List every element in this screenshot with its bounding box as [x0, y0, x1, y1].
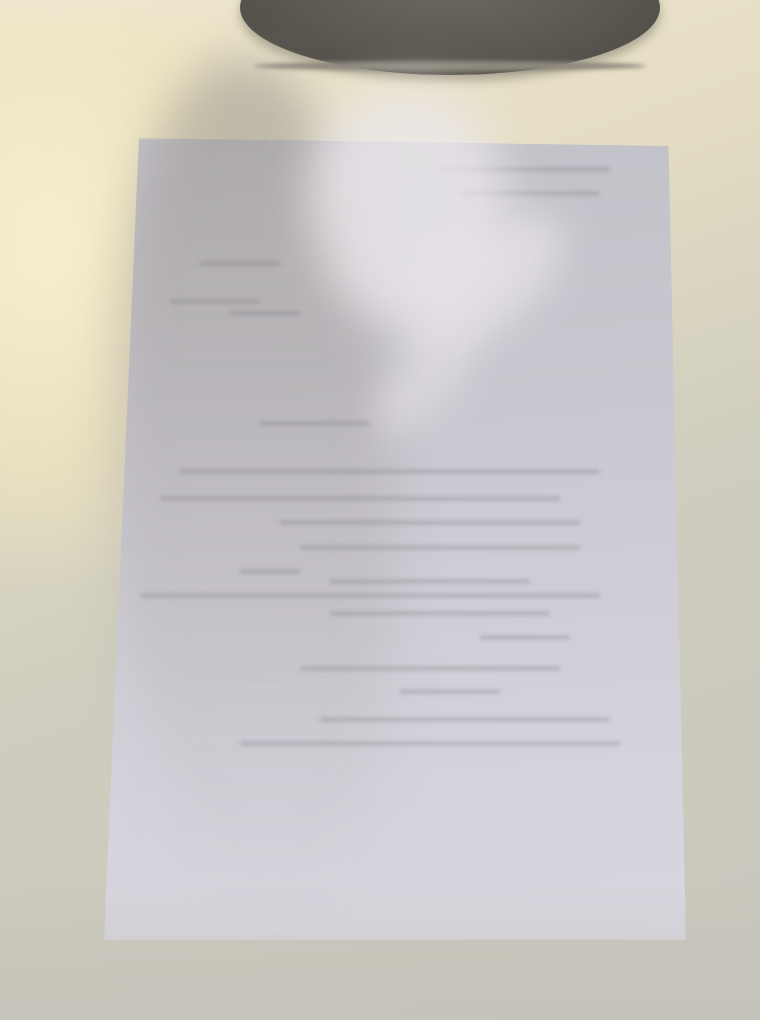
table-shadow	[0, 880, 760, 1020]
